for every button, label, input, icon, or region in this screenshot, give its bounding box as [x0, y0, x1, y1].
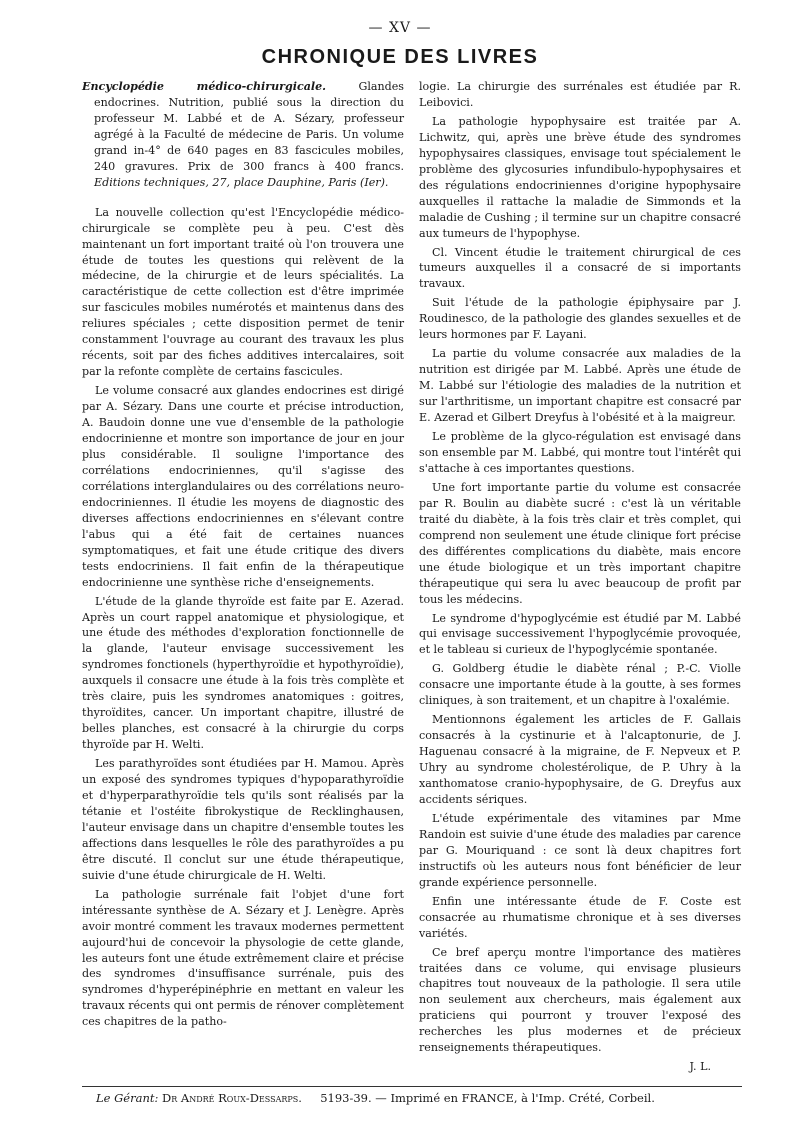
book-details: Glandes endocrines. Nutrition, publié sous la direction du professeur M. Labbé et de A. Sézary, professeur agrégé à la Faculté de médecine de Paris. Un volume grand in-4° de 640 pages en 83 fascicules mobiles, 240 gravures. Prix de 300 francs à 400 francs.: [94, 80, 404, 173]
review-paragraph: Le syndrome d'hypoglycémie est étudié par M. Labbé qui envisage successivement l'hypoglycémie provoquée, et le tableau si curieux de l'hypoglycémie spontanée.: [419, 611, 741, 657]
review-paragraph: logie. La chirurgie des surrénales est étudiée par R. Leibovici.: [419, 80, 741, 109]
review-paragraph: Enfin une intéressante étude de F. Coste est consacrée au rhumatisme chronique et à ses diverses variétés.: [419, 894, 741, 940]
gerant-label: Le Gérant:: [96, 1091, 159, 1105]
review-paragraph: Le problème de la glyco-régulation est envisagé dans son ensemble par M. Labbé, qui montre tout l'intérêt qui s'attache à ces importantes questions.: [419, 430, 741, 475]
footer-divider: [82, 1086, 742, 1087]
gerant-name: Dr André Roux-Dessarps.: [162, 1091, 302, 1105]
review-paragraph: Les parathyroïdes sont étudiées par H. Mamou. Après un exposé des syndromes typiques d'hypoparathyroïdie et d'hyperparathyroïdie tels qu'ils sont réalisés par la tétanie et l'ostéite fibrokystique de Recklinghausen, l'auteur envisage dans un chapitre d'ensemble toutes les affections dans lesquelles le rôle des parathyroïdes a pu être discuté. Il conclut sur une étude thérapeutique, suivie d'une étude chirurgicale de H. Welti.: [82, 757, 404, 882]
left-column: [82, 79, 404, 1033]
review-paragraph: Suit l'étude de la pathologie épiphysaire par J. Roudinesco, de la pathologie des glandes sexuelles et de leurs hormones par F. Layani.: [419, 296, 741, 342]
review-paragraph: La partie du volume consacrée aux maladies de la nutrition est dirigée par M. Labbé. Après une étude de M. Labbé sur l'étiologie des maladies de la nutrition et sur l'arthritisme, un important chapitre est consacré par E. Azerad et Gilbert Dreyfus à l'obésité et à la maigreur.: [419, 347, 741, 425]
review-paragraph: La nouvelle collection qu'est l'Encyclopédie médico-chirurgicale se complète peu à peu. C'est dès maintenant un fort important traité où l'on trouvera une étude de toutes les questions qui relèvent de la médecine, de la chirurgie et de leurs spécialités. La caractéristique de cette collection est d'être imprimée sur fascicules mobiles numérotés et maintenus dans des reliures spéciales ; cette disposition permet de tenir constamment l'ouvrage au courant des travaux les plus récents, soit par des fiches additives intercalaires, soit par la refonte complète de certains fascicules.: [82, 205, 404, 379]
review-paragraph: Cl. Vincent étudie le traitement chirurgical de ces tumeurs auxquelles il a consacré de si importants travaux.: [419, 245, 741, 291]
review-paragraph: Une fort importante partie du volume est consacrée par R. Boulin au diabète sucré : c'est là un véritable traité du diabète, à la fois très clair et très complet, qui comprend non seulement une étude clinique fort précise des différentes complications du diabète, mais encore une étude biologique et un très important chapitre thérapeutique qui sera lu avec beaucoup de profit par tous les médecins.: [419, 480, 741, 606]
review-paragraph: L'étude de la glande thyroïde est faite par E. Azerad. Après un court rappel anatomique et physiologique, et une étude des méthodes d'exploration fonctionnelle de la glande, l'auteur envisage successivement les syndromes fonctionels (hyperthyroïdie et hypothyroïdie), auxquels il consacre une étude à la fois très complète et très claire, puis les syndromes anatomiques : goitres, thyroïdites, cancer. Un important chapitre, illustré de belles planches, est consacré à la chirurgie du corps thyroïde par H. Welti.: [82, 594, 404, 752]
book-reference: [82, 79, 404, 191]
right-column: [419, 79, 741, 1078]
page-number: — XV —: [368, 20, 432, 36]
book-title: Encyclopédie médico-chirurgicale.: [82, 80, 327, 93]
page-title: CHRONIQUE DES LIVRES: [261, 46, 539, 68]
signature: J. L.: [689, 1060, 711, 1074]
imprint: 5193-39. — Imprimé en FRANCE, à l'Imp. Crété, Corbeil.: [320, 1091, 655, 1105]
publisher: Editions techniques, 27, place Dauphine, Paris (Ier).: [94, 175, 389, 189]
review-paragraph: La pathologie surrénale fait l'objet d'une fort intéressante synthèse de A. Sézary et J. Lenègre. Après avoir montré comment les travaux modernes permettent aujourd'hui de concevoir la physologie de cette glande, les auteurs font une étude extrêmement claire et précise des syndromes d'insuffisance surrénale, puis des syndromes d'hyperépinéphrie en mettant en valeur les travaux récents qui ont permis de rénover complètement ces chapitres de la patho-: [82, 887, 404, 1029]
footer: [96, 1091, 736, 1105]
review-paragraph: Le volume consacré aux glandes endocrines est dirigé par A. Sézary. Dans une courte et précise introduction, A. Baudoin donne une vue d'ensemble de la pathologie endocrinienne et montre son importance de jour en jour plus considérable. Il souligne l'importance des corrélations endocriniennes, qu'il s'agisse des corrélations interglandulaires ou des corrélations neuro-endocriniennes. Il étudie les moyens de diagnostic des diverses affections endocriniennes en s'élevant contre l'abus qui a été fait de certaines nuances symptomatiques, et fait une étude critique des divers tests endocriniens. Il fait enfin de la thérapeutique endocrinienne une synthèse riche d'enseignements.: [82, 384, 404, 589]
review-paragraph: Ce bref aperçu montre l'importance des matières traitées dans ce volume, qui envisage plusieurs chapitres tout nouveaux de la pathologie. Il sera utile non seulement aux chercheurs, mais également aux praticiens qui pourront y trouver l'exposé des recherches les plus modernes et de précieux renseignements thérapeutiques.: [419, 945, 741, 1055]
review-paragraph: Mentionnons également les articles de F. Gallais consacrés à la cystinurie et à l'alcaptonurie, de J. Haguenau consacré à la migraine, de F. Nepveux et P. Uhry au syndrome cholestérolique, de P. Uhry à la xanthomatose cranio-hypophysaire, de G. Dreyfus aux accidents sériques.: [419, 713, 741, 806]
review-paragraph: G. Goldberg étudie le diabète rénal ; P.-C. Violle consacre une importante étude à la goutte, à ses formes cliniques, à son traitement, et un chapitre à l'oxalémie.: [419, 662, 741, 708]
review-paragraph: La pathologie hypophysaire est traitée par A. Lichwitz, qui, après une brève étude des syndromes hypophysaires classiques, envisage tout spécialement le problème des glycosuries infundibulo-hypophysaires et des régulations endocriniennes d'origine hypophysaire auxquelles il rattache la maladie de Simmonds et la maladie de Cushing ; il termine sur un chapitre consacré aux tumeurs de l'hypophyse.: [419, 114, 741, 240]
review-paragraph: L'étude expérimentale des vitamines par Mme Randoin est suivie d'une étude des maladies par carence par G. Mouriquand : ce sont là deux chapitres fort instructifs où les auteurs nous font bénéficier de leur grande expérience personnelle.: [419, 811, 741, 889]
